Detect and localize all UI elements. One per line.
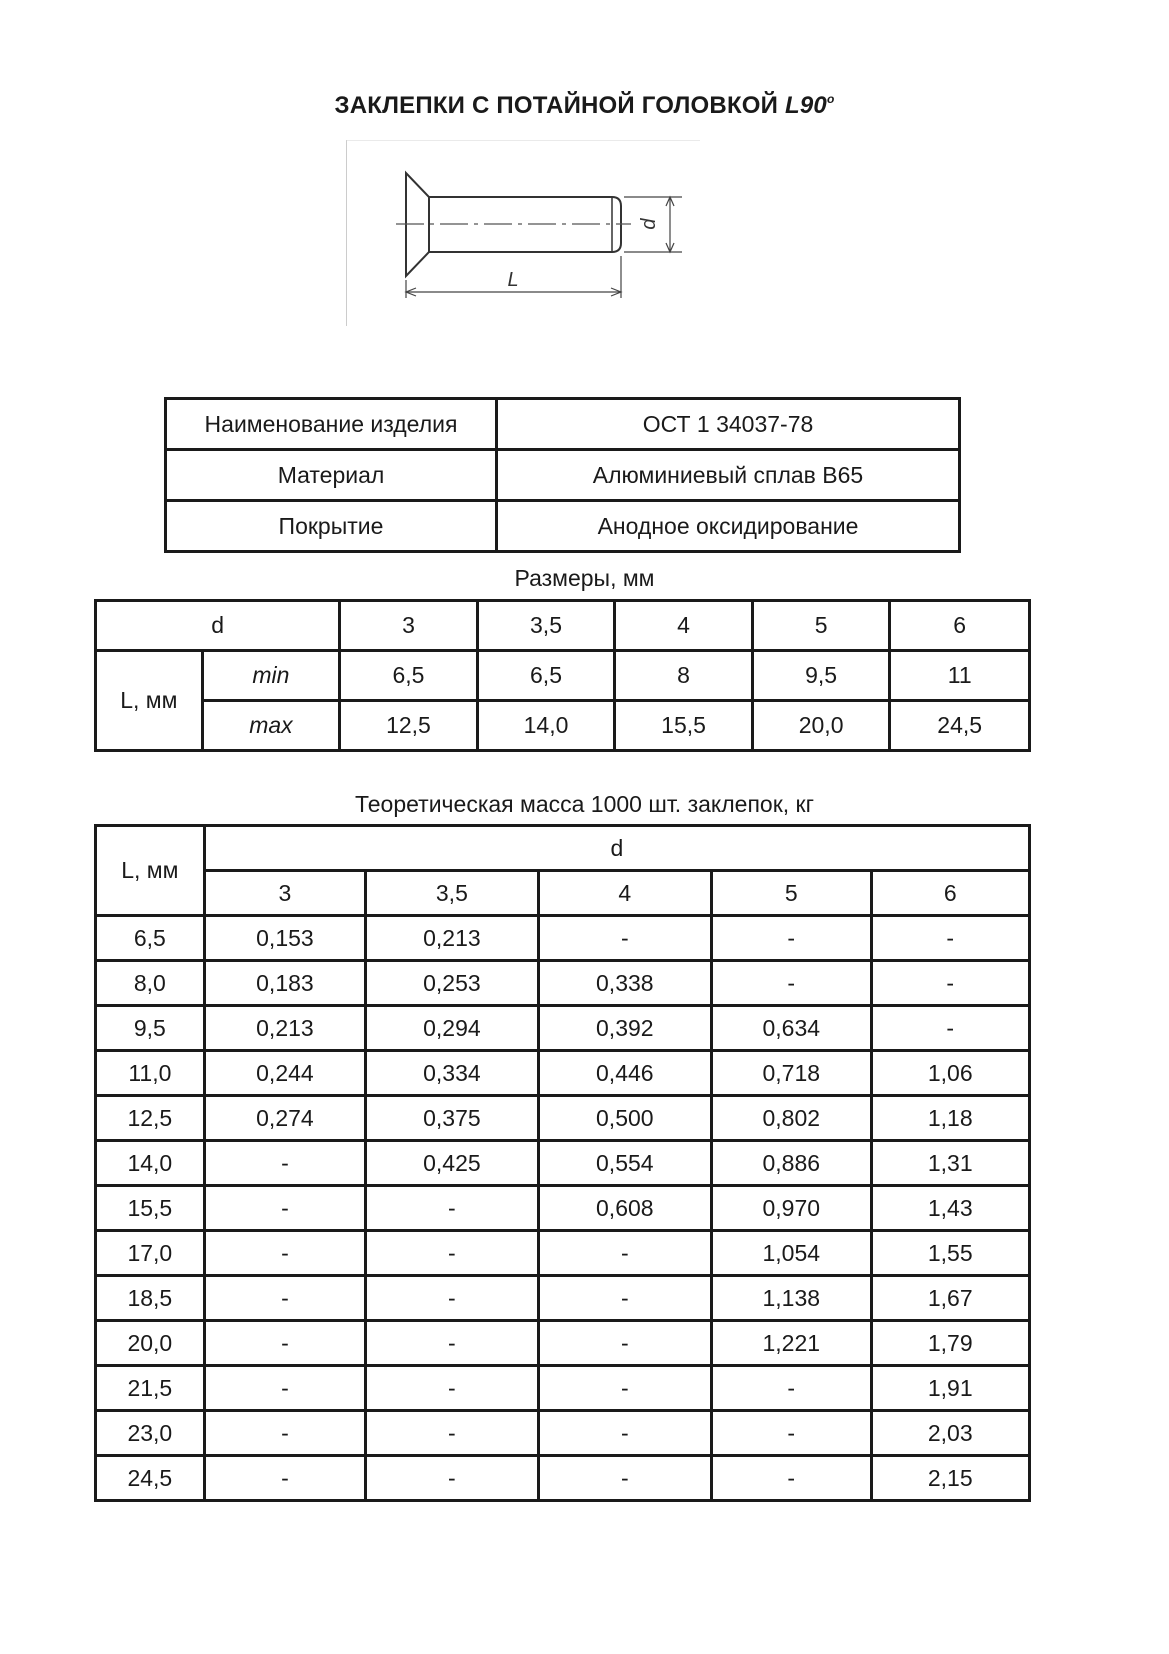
table-row <box>96 1141 1030 1186</box>
dims-min-value: 9,5 <box>752 651 890 701</box>
mass-row-L: 20,0 <box>96 1321 205 1366</box>
mass-cell: - <box>538 1321 711 1366</box>
mass-cell: - <box>538 1276 711 1321</box>
mass-cell: 0,718 <box>712 1051 872 1096</box>
table-row <box>96 961 1030 1006</box>
mass-cell: - <box>538 1231 711 1276</box>
mass-cell: 1,43 <box>871 1186 1029 1231</box>
dims-max-value: 24,5 <box>890 701 1030 751</box>
mass-cell: 2,03 <box>871 1411 1029 1456</box>
dims-min-value: 8 <box>615 651 753 701</box>
mass-d-value: 3,5 <box>366 871 538 916</box>
dims-d-value: 5 <box>752 601 890 651</box>
mass-cell: - <box>204 1411 365 1456</box>
mass-cell: - <box>204 1276 365 1321</box>
mass-header-row <box>96 826 1030 871</box>
mass-cell: - <box>204 1366 365 1411</box>
mass-row-L: 23,0 <box>96 1411 205 1456</box>
dims-d-value: 6 <box>890 601 1030 651</box>
mass-cell: 0,338 <box>538 961 711 1006</box>
mass-row-L: 17,0 <box>96 1231 205 1276</box>
mass-cell: - <box>712 1456 872 1501</box>
mass-cell: - <box>366 1276 538 1321</box>
mass-row-L: 21,5 <box>96 1366 205 1411</box>
mass-row-L: 11,0 <box>96 1051 205 1096</box>
info-label: Наименование изделия <box>166 399 497 450</box>
mass-row-L: 6,5 <box>96 916 205 961</box>
mass-cell: 0,970 <box>712 1186 872 1231</box>
mass-cell: 1,55 <box>871 1231 1029 1276</box>
mass-row-L: 18,5 <box>96 1276 205 1321</box>
dims-max-value: 12,5 <box>340 701 478 751</box>
mass-cell: 1,18 <box>871 1096 1029 1141</box>
mass-cell: 1,221 <box>712 1321 872 1366</box>
title-text: ЗАКЛЕПКИ С ПОТАЙНОЙ ГОЛОВКОЙ <box>334 92 779 119</box>
mass-cell: 2,15 <box>871 1456 1029 1501</box>
dimensions-table <box>94 599 1031 752</box>
mass-cell: 0,500 <box>538 1096 711 1141</box>
mass-cell: - <box>366 1231 538 1276</box>
mass-row-L: 15,5 <box>96 1186 205 1231</box>
mass-d-row <box>96 871 1030 916</box>
dims-L-label: L, мм <box>96 651 203 751</box>
table-row <box>96 916 1030 961</box>
dims-max-value: 14,0 <box>477 701 615 751</box>
title-angle: L90 <box>785 92 827 119</box>
mass-cell: - <box>538 916 711 961</box>
mass-cell: - <box>204 1141 365 1186</box>
mass-cell: 0,244 <box>204 1051 365 1096</box>
mass-cell: - <box>871 916 1029 961</box>
mass-cell: 1,91 <box>871 1366 1029 1411</box>
mass-cell: - <box>204 1186 365 1231</box>
dims-min-value: 6,5 <box>340 651 478 701</box>
info-row <box>166 399 960 450</box>
mass-cell: - <box>366 1321 538 1366</box>
table-row <box>96 1321 1030 1366</box>
dimension-L-label: L <box>507 269 519 291</box>
mass-cell: - <box>871 961 1029 1006</box>
info-value: Анодное оксидирование <box>497 501 960 552</box>
table-row <box>96 1231 1030 1276</box>
mass-cell: 0,153 <box>204 916 365 961</box>
page-title <box>0 92 1169 120</box>
dims-max-label: max <box>202 701 340 751</box>
info-row <box>166 450 960 501</box>
info-value: Алюминиевый сплав В65 <box>497 450 960 501</box>
mass-cell: - <box>538 1366 711 1411</box>
mass-cell: 0,554 <box>538 1141 711 1186</box>
mass-cell: 0,608 <box>538 1186 711 1231</box>
dims-min-value: 6,5 <box>477 651 615 701</box>
dimension-d-label: d <box>638 218 660 230</box>
dims-d-value: 3 <box>340 601 478 651</box>
mass-cell: - <box>538 1456 711 1501</box>
mass-cell: - <box>204 1231 365 1276</box>
mass-cell: 0,183 <box>204 961 365 1006</box>
table-row <box>96 1411 1030 1456</box>
mass-cell: - <box>712 1411 872 1456</box>
mass-row-L: 9,5 <box>96 1006 205 1051</box>
info-value: ОСТ 1 34037-78 <box>497 399 960 450</box>
mass-cell: 0,392 <box>538 1006 711 1051</box>
mass-table <box>94 824 1031 1502</box>
rivet-drawing <box>346 140 700 326</box>
info-label: Материал <box>166 450 497 501</box>
mass-cell: 0,886 <box>712 1141 872 1186</box>
mass-cell: - <box>712 916 872 961</box>
mass-cell: 0,634 <box>712 1006 872 1051</box>
mass-cell: 0,213 <box>204 1006 365 1051</box>
mass-cell: 1,67 <box>871 1276 1029 1321</box>
mass-cell: - <box>538 1411 711 1456</box>
product-info-table <box>164 397 961 553</box>
dims-caption: Размеры, мм <box>514 565 655 591</box>
mass-row-L: 12,5 <box>96 1096 205 1141</box>
mass-cell: 0,375 <box>366 1096 538 1141</box>
table-row <box>96 1186 1030 1231</box>
table-row <box>96 1366 1030 1411</box>
dims-max-value: 20,0 <box>752 701 890 751</box>
mass-row-L: 24,5 <box>96 1456 205 1501</box>
mass-cell: - <box>366 1456 538 1501</box>
dims-d-label: d <box>96 601 340 651</box>
mass-cell: - <box>366 1186 538 1231</box>
mass-cell: 0,294 <box>366 1006 538 1051</box>
dims-d-value: 4 <box>615 601 753 651</box>
dims-min-label: min <box>202 651 340 701</box>
dims-max-value: 15,5 <box>615 701 753 751</box>
mass-d-label: d <box>204 826 1029 871</box>
mass-cell: 1,138 <box>712 1276 872 1321</box>
mass-cell: 0,334 <box>366 1051 538 1096</box>
mass-cell: 1,06 <box>871 1051 1029 1096</box>
mass-cell: 0,253 <box>366 961 538 1006</box>
mass-d-value: 3 <box>204 871 365 916</box>
mass-d-value: 5 <box>712 871 872 916</box>
mass-cell: - <box>712 961 872 1006</box>
table-row <box>96 1276 1030 1321</box>
mass-row-L: 8,0 <box>96 961 205 1006</box>
mass-cell: 1,31 <box>871 1141 1029 1186</box>
dims-d-value: 3,5 <box>477 601 615 651</box>
mass-d-value: 6 <box>871 871 1029 916</box>
mass-caption: Теоретическая масса 1000 шт. заклепок, кг <box>355 791 814 817</box>
mass-cell: 0,802 <box>712 1096 872 1141</box>
mass-cell: - <box>366 1411 538 1456</box>
info-row <box>166 501 960 552</box>
table-row <box>96 1051 1030 1096</box>
mass-table-body <box>96 916 1030 1501</box>
dims-min-value: 11 <box>890 651 1030 701</box>
table-row <box>96 1456 1030 1501</box>
mass-row-L: 14,0 <box>96 1141 205 1186</box>
mass-cell: - <box>204 1321 365 1366</box>
table-row <box>96 1006 1030 1051</box>
mass-cell: 1,054 <box>712 1231 872 1276</box>
dims-min-row <box>96 651 1030 701</box>
info-label: Покрытие <box>166 501 497 552</box>
mass-cell: - <box>871 1006 1029 1051</box>
mass-cell: - <box>366 1366 538 1411</box>
mass-L-label: L, мм <box>96 826 205 916</box>
mass-cell: 0,446 <box>538 1051 711 1096</box>
title-degree: о <box>826 92 835 106</box>
mass-cell: 0,425 <box>366 1141 538 1186</box>
mass-cell: 1,79 <box>871 1321 1029 1366</box>
dims-d-row <box>96 601 1030 651</box>
mass-cell: - <box>712 1366 872 1411</box>
dims-max-row <box>96 701 1030 751</box>
mass-cell: 0,274 <box>204 1096 365 1141</box>
mass-cell: - <box>204 1456 365 1501</box>
mass-cell: 0,213 <box>366 916 538 961</box>
table-row <box>96 1096 1030 1141</box>
mass-d-value: 4 <box>538 871 711 916</box>
